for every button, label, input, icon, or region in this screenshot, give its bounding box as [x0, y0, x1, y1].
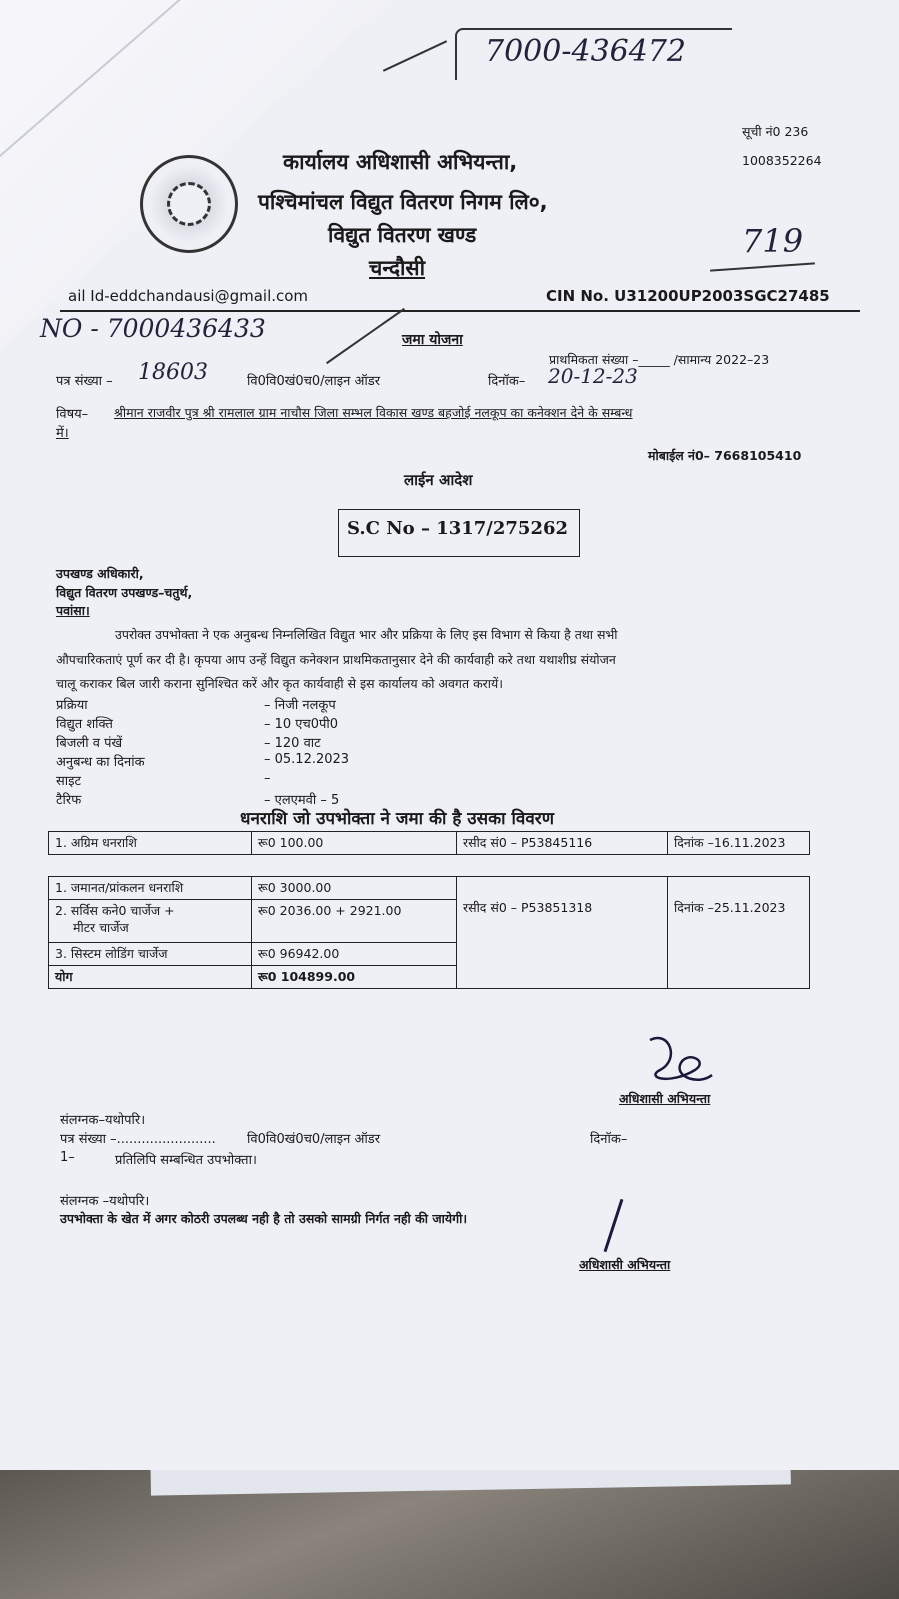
- subject-text: श्रीमान राजवीर पुत्र श्री रामलाल ग्राम नाचौस जिला सम्भल विकास खण्ड बहजोई नलकूप का कनेक्शन देने के सम्बन्ध: [114, 405, 633, 420]
- signature-mark: [640, 1030, 720, 1090]
- table-cell: दिनांक –16.11.2023: [668, 832, 810, 855]
- line-order-title: लाईन आदेश: [404, 471, 473, 489]
- copy-line-text: प्रतिलिपि सम्बन्धित उपभोक्ता।: [115, 1153, 257, 1168]
- table-cell: 3. सिस्टम लोडिंग चार्जेज: [49, 943, 252, 966]
- consumer-note: उपभोक्ता के खेत में अगर कोठरी उपलब्ध नही है तो उसको सामग्री निर्गत नही की जायेगी।: [60, 1211, 468, 1226]
- date-label: दिनॉक–: [488, 374, 526, 389]
- table-row: [49, 832, 810, 855]
- table-cell-total-value: रू0 104899.00: [252, 966, 457, 989]
- hand-no-line: NO - 7000436433: [40, 314, 266, 343]
- table-cell: रू0 100.00: [252, 832, 457, 855]
- detail-value: – निजी नलकूप: [264, 698, 336, 713]
- enclosure-line1: संलग्नक–यथोपरि।: [60, 1113, 146, 1128]
- table-cell-receipt: रसीद सं0 – P53851318: [457, 877, 668, 989]
- detail-value: – 10 एच0पी0: [264, 717, 339, 732]
- date-hand: 20-12-23: [548, 364, 638, 388]
- office-title-line1: कार्यालय अधिशासी अभियन्ता,: [283, 150, 518, 174]
- sc-number: S.C No – 1317/275262: [347, 518, 569, 539]
- detail-label: प्रक्रिया: [56, 698, 88, 713]
- body-line2: औपचारिकताएं पूर्ण कर दी है। कृपया आप उन्हें विद्युत कनेक्शन प्राथमिकतानुसार देने की कार्यवाही करे तथा यथाशीघ्र संयोजन: [56, 652, 616, 667]
- signatory-title-2: अधिशासी अभियन्ता: [579, 1257, 671, 1272]
- subject-label: विषय–: [56, 407, 89, 422]
- office-title-line2: पश्चिमांचल विद्युत वितरण निगम लि०,: [258, 190, 548, 214]
- scheme-title: जमा योजना: [402, 332, 463, 348]
- table-cell-total-label: योग: [49, 966, 252, 989]
- subject-continued: में।: [56, 426, 69, 441]
- priority-number: प्राथमिकता संख्या –_____ /सामान्य 2022–23: [549, 352, 770, 367]
- corporation-logo: [140, 155, 238, 253]
- email-address: ail Id-eddchandausi@gmail.com: [68, 287, 309, 305]
- hand-check-mark: [326, 308, 405, 364]
- table-row: [49, 877, 810, 900]
- table-cell: रू0 3000.00: [252, 877, 457, 900]
- signature-stroke: [604, 1199, 624, 1252]
- detail-label: विद्युत शक्ति: [56, 717, 113, 732]
- table-cell: रसीद सं0 – P53845116: [457, 832, 668, 855]
- hand-stroke: [383, 40, 447, 71]
- recipient-line3: पवांसा।: [56, 603, 90, 618]
- signatory-title: अधिशासी अभियन्ता: [619, 1091, 711, 1106]
- detail-label: बिजली व पंखें: [56, 736, 123, 751]
- copy-line-number: 1–: [60, 1150, 75, 1165]
- table-cell-date: दिनांक –25.11.2023: [668, 877, 810, 989]
- enclosure-line2: संलग्नक –यथोपरि।: [60, 1194, 150, 1209]
- hand-number-719: 719: [742, 222, 804, 260]
- header-rule: [60, 310, 860, 312]
- hand-number-top: 7000-436472: [485, 34, 687, 69]
- charges-table: [48, 876, 810, 989]
- detail-value: – एलएमवी – 5: [264, 793, 340, 808]
- letter-number-label: पत्र संख्या –: [56, 374, 113, 389]
- table-cell: 1. अग्रिम धनराशि: [49, 832, 252, 855]
- cell-line: 2. सर्विस कने0 चार्जेज +: [55, 903, 175, 918]
- table-cell: रू0 2036.00 + 2921.00: [252, 900, 457, 943]
- advance-amount-table: [48, 831, 810, 855]
- detail-value: – 120 वाट: [264, 736, 321, 751]
- detail-label: साइट: [56, 774, 82, 789]
- letter-number-hand: 18603: [138, 360, 208, 385]
- recipient-line2: विद्युत वितरण उपखण्ड–चतुर्थ,: [56, 585, 193, 600]
- amount-heading: धनराशि जो उपभोक्ता ने जमा की है उसका विवरण: [240, 809, 555, 829]
- office-title-line4: चन्दौसी: [369, 256, 426, 280]
- office-title-line3: विद्युत वितरण खण्ड: [328, 223, 477, 247]
- table-cell: रू0 96942.00: [252, 943, 457, 966]
- cin-number: CIN No. U31200UP2003SGC27485: [546, 287, 830, 305]
- letter-number-blank: पत्र संख्या –........................: [60, 1132, 216, 1147]
- table-cell: 1. जमानत/प्रांकलन धनराशि: [49, 877, 252, 900]
- date-label-2: दिनॉक–: [590, 1132, 628, 1147]
- detail-value: – 05.12.2023: [264, 752, 350, 767]
- detail-label: अनुबन्ध का दिनांक: [56, 755, 145, 770]
- department-code: वि0वि0खं0च0/लाइन ऑडर: [247, 374, 381, 389]
- detail-label: टैरिफ: [56, 793, 82, 808]
- cell-line: मीटर चार्जेज: [73, 920, 129, 935]
- body-line1: उपरोक्त उपभोक्ता ने एक अनुबन्ध निम्नलिखित विद्युत भार और प्रक्रिया के लिए इस विभाग से किया है तथा सभी: [115, 627, 618, 642]
- list-number: सूची नं0 236: [742, 124, 809, 139]
- body-line3: चालू कराकर बिल जारी कराना सुनिश्चित करें और कृत कार्यवाही से इस कार्यालय को अवगत करायें।: [56, 676, 504, 691]
- recipient-line1: उपखण्ड अधिकारी,: [56, 566, 144, 581]
- reference-number: 1008352264: [742, 153, 822, 168]
- hand-underline: [710, 262, 815, 271]
- table-cell: [49, 900, 252, 943]
- mobile-number: मोबाईल नं0– 7668105410: [648, 448, 802, 463]
- department-code-2: वि0वि0खं0च0/लाइन ऑडर: [247, 1132, 381, 1147]
- detail-value: –: [264, 771, 271, 786]
